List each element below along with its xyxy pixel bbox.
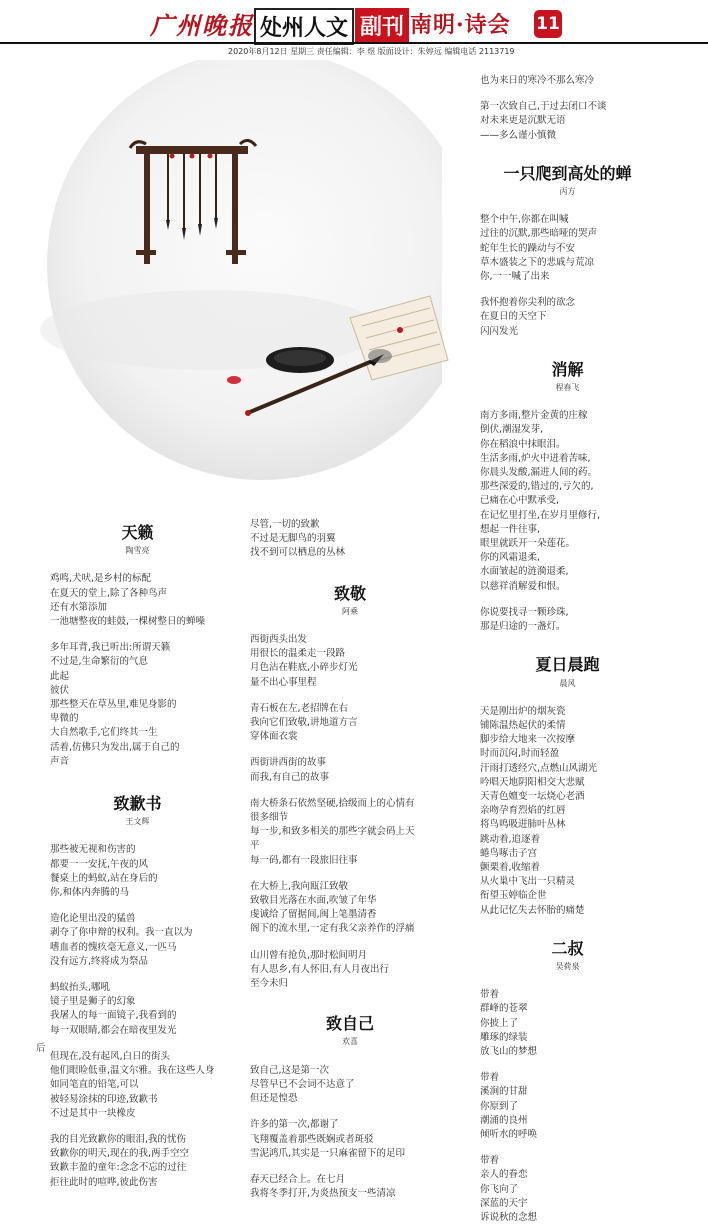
ink-stone [266,347,334,373]
stanza-break [50,900,225,912]
poem-line: 整个中午,你都在叫喊 [480,214,569,226]
poem-line: 群峰的苍翠 [480,1003,528,1015]
poem-line: 在夏天的堂上,除了各种鸟声 [50,587,168,599]
poem-line: 蛇年生长的躁动与不安 [480,242,576,254]
poem-line: 大自然歌手,它们终其一生 [50,727,158,739]
ink-painting-illustration [0,60,470,480]
poem-line: 深蓝的天宇 [480,1197,528,1209]
poem-body [480,705,655,918]
poem-line: 在大桥上,我向瓯江致敬 [250,880,349,892]
stanza-break [50,969,225,981]
poem-line: 带着 [480,1155,500,1167]
poem-line: 也为来日的寒冷不那么寒冷 [480,75,595,86]
poem-line: 西街讲西街的故事 [250,757,327,769]
poem-line: 卑微的 [50,713,79,725]
poem-line: 我屠人的每一面镜子,我看到的 [50,1010,177,1022]
poem-body [480,409,655,634]
column-name: 处州人文 [254,8,354,45]
poem-line: 带着 [480,1072,500,1084]
poem-body [250,1064,450,1202]
poem-title: 致自己 [325,1014,374,1034]
stanza-break [250,1106,450,1118]
poem-line: 溪涧的甘甜 [480,1086,528,1098]
stanza-break [480,594,655,606]
edition-info: 2020年8月12日 星期三 责任编辑：李 煜 版面设计：朱婷远 编辑电话 2113719 [228,47,515,56]
poem-line: 你披上了 [480,1017,519,1029]
poem-line: 被轻易涂抹的印迹,致歉书 [50,1093,158,1105]
margin-note: 后 [36,1043,46,1054]
poem-line: 鸡鸣,犬吠,是乡村的标配 [50,573,152,585]
poem-line: 潮涌的良州 [480,1114,528,1126]
poem-line: 我怀抱着你尖利的欲念 [480,297,576,309]
poem-author: 吴荷泉 [555,961,580,971]
poem-line: 飞翔覆盖着那些既娴或者斑驳 [250,1133,374,1145]
poem-line: 第一次致自己,于过去闭口不谈 [480,101,607,113]
poem-line: 跳动着,追逐着 [480,833,541,845]
poem-line: 天青色嬗变一坛烧心老酒 [480,790,585,802]
poem-line: 铺陈温热起伏的柔情 [480,719,566,731]
poem-line: 你说要找寻一颗珍珠, [480,606,569,618]
poem-body [250,633,450,991]
poem-line: 从此记忆失去怀胎的痛楚 [480,904,585,916]
poem-line: 脚步给大地来一次按摩 [480,734,576,746]
masthead [0,0,708,46]
poem-author: 欢喜 [342,1037,358,1047]
column-2 [250,518,450,1201]
poem-author: 程春飞 [555,383,580,393]
poem-line: 倾听水的呼唤 [480,1128,538,1140]
poem-line: 嗜血者的愧疚毫无意义,一匹马 [50,941,177,953]
newspaper-brand: 广州晚报 [150,11,254,40]
poem-line: 用很长的温柔走一段路 [250,648,346,660]
poem-line: 你晨头发酸,漏进人间的药。 [480,467,598,479]
stanza-break [250,744,450,756]
poem-line: 春天已经合上。在七月 [250,1173,346,1185]
stanza-break [250,937,450,949]
poem-author: 王文辉 [125,817,150,827]
column-3 [480,74,655,1225]
poem-author: 晨风 [559,678,576,688]
poem-line: 但现在,没有起风,白日的街头 [50,1050,171,1062]
poem-line: 他们眼睑低垂,温文尔雅。我在这些人身 [50,1065,215,1077]
poem-line: 如同笔直的铅笔,可以 [50,1079,139,1091]
poem-line: 致自己,这是第一次 [250,1064,330,1076]
column-1 [50,518,225,1190]
poem-line: 剥夺了你申辩的权利。我一直以为 [50,927,193,939]
poem-title: 致敬 [333,583,366,603]
poem-line: 许多的第一次,都谢了 [250,1119,339,1131]
poem-line: 阁下的流水里,一定有我父亲养作的浮痛 [250,923,415,935]
poem-line: 活着,仿佛只为发出,属于自己的 [50,741,180,753]
poem-line: 那是归途的一盏灯。 [480,621,566,633]
poem-line: 时而沉闷,时而轻盈 [480,748,560,760]
poem-body [480,988,655,1225]
poem-line: 造化论里出没的猛兽 [50,913,136,925]
poem-line: 从火巢中飞出一只精灵 [480,876,576,888]
petal [227,376,241,384]
poem-line: 西街西头出发 [250,634,308,646]
poem-title: 消解 [551,359,584,379]
poem-line: 我向它们致敬,讲地道方言 [250,717,358,729]
stanza-break [480,1059,655,1071]
poem-line: 闪闪发光 [480,325,519,337]
poem-line: 虔诚给了留据间,闽上笔墨清香 [250,909,377,921]
poem-line: 很多细节 [250,812,289,824]
poem-line: 尽管,一切的致歉 [250,519,320,530]
stanza-break [250,785,450,797]
poem-line: 餐桌上的蚂蚁,站在身后的 [50,872,158,884]
poem-line: 想起一件往事, [480,523,541,535]
supplement-tag: 副刊 [355,8,409,43]
poem-line: 每一码,都有一段旅旧往事 [250,854,358,866]
poem-line: 多年耳背,我已听出:所谓天籁 [50,642,171,654]
poem-line: 山川曾有抢负,那时松间明月 [250,949,368,961]
poem-line: 过往的沉默,那些暗哑的哭声 [480,228,598,240]
poem-line: 月色沾在鞋底,小碎步灯光 [250,662,358,674]
poem-line: 青石板在左,老招牌在右 [250,702,349,714]
poem-author: 丙方 [559,187,576,197]
poem-line: 那些被无视和伤害的 [50,844,136,856]
poem-line: 没有远方,终将成为祭品 [50,955,149,967]
page-number: 11 [534,10,562,38]
poem-line: 天是刚出炉的烟灰瓷 [480,705,566,717]
poem-line: 眼里就跃开一朵莲花。 [480,538,576,550]
poem-line: 在夏日的天空下 [480,311,547,323]
continued-lines [480,74,655,143]
poem-line: 而我,有自己的故事 [250,771,330,783]
poem-title: 天籁 [121,523,154,542]
poem-line: 吟唱天地阴阳相交大悲赋 [480,776,585,788]
poem-line: ——多么谨小慎微 [480,129,557,141]
stanza-break [480,88,655,100]
poem-line: 汗雨打透经穴,点燃山风湖光 [480,762,598,774]
poem-line: 你原到了 [480,1100,519,1112]
stanza-break [50,1038,225,1050]
poem-line: 带着 [480,989,500,1001]
poem-line: 倒伏,潮湿发芽, [480,424,544,436]
poem-line: 不过是无脚鸟的羽翼 [250,533,336,545]
poem-line: 那些整天在草丛里,难见身影的 [50,699,177,711]
poem-line: 你飞向了 [480,1183,519,1195]
poem-line: 颤栗着,收缩着 [480,861,541,873]
poem-line: 雕琢的绿装 [480,1031,528,1043]
poem-author: 阿乘 [342,606,358,616]
poem-line: 诉说秋的念想 [480,1212,538,1223]
poem-line: 生活多雨,炉火中迸着苦味, [480,452,591,464]
poem-line: 有人思乡,有人怀旧,有人月夜出行 [250,963,390,975]
poem-line: 水面皱起的涟漪退柔, [480,566,569,578]
poem-line: 放飞山的梦想 [480,1045,538,1057]
stanza-break [480,1142,655,1154]
poem-line: 将鸟鸣吸进肺叶丛林 [480,819,566,831]
poem-line: 亲人的眷恋 [480,1169,528,1181]
poem-line: 致敬目光落在水面,吹皱了年华 [250,895,377,907]
poem-line: 至今未归 [250,978,289,990]
poem-line: 但还是惶恐 [250,1093,298,1105]
masthead-rule [0,42,708,44]
poem-line: 亲吻孕育烈焰的红唇 [480,805,566,817]
poem-line: 不过是,生命繁衍的气息 [50,656,149,668]
poem-line: 南方多雨,整片金黄的庄稼 [480,410,588,422]
stanza-break [250,868,450,880]
poem-line: 尽管早已不会词不达意了 [250,1078,355,1090]
stanza-break [50,629,225,641]
stanza-break [50,1121,225,1133]
poem-line: 不过是其中一块橡皮 [50,1107,136,1119]
poem-line: 草木盛装之下的悲戚与荒凉 [480,256,595,268]
poem-line: 蜷鸟啄击子宫 [480,847,538,859]
poem-line: 那些深爱的,错过的,亏欠的, [480,481,594,493]
continued-lines [250,518,450,561]
poem-line: 量不出心事里程 [250,676,317,688]
poem-line: 南大桥条石依然坚硬,拾级而上的心情有 [250,797,415,809]
stanza-break [250,690,450,702]
section-title: 南明·诗会 [410,12,511,38]
poem-title: 一只爬到高处的蝉 [503,163,632,183]
poem-line: 每一步,和致多相关的那些字就会码上天 [250,826,415,838]
poem-line: 你在稻浪中抹眼泪。 [480,438,566,450]
stanza-break [250,1161,450,1173]
poem-body [50,843,225,1189]
poem-line: 此起 [50,670,70,682]
poem-body [50,572,225,769]
stanza-break [480,284,655,296]
poem-line: 你,一一喊了出来 [480,271,550,283]
poem-line: 蚂蚁抬头,哪吼 [50,982,111,994]
poem-body [480,213,655,339]
poem-line: 还有水第添加 [50,601,108,613]
poem-line: 对未来更是沉默无语 [480,115,566,127]
poem-line: 在记忆里打坐,在岁月里修行, [480,509,601,521]
poem-line: 我将冬季打开,为炎热预支一些清凉 [250,1188,396,1200]
poem-line: 都要一一安抚,午夜的风 [50,858,149,870]
poem-line: 致歉丰盈的童年:念念不忘的过往 [50,1162,187,1174]
poem-line: 你的风霜退柔, [480,552,541,564]
poem-title: 二叔 [551,938,584,958]
poem-line: 以慈祥消解爱和恨。 [480,580,566,592]
poem-line: 彼伏 [50,684,70,696]
poem-line: 我的目光致歉你的眼泪,我的忧伤 [50,1133,187,1145]
poem-author: 陶雪亮 [125,546,150,556]
poem-line: 致歉你的明天,现在的我,两手空空 [50,1148,190,1160]
poem-line: 声音 [50,755,70,767]
poem-line: 平 [250,840,260,852]
poems-list [480,143,655,1225]
poem-line: 镜子里是狮子的幻象 [50,996,136,1008]
poem-line: 衔望玉婷临企世 [480,890,547,902]
poem-line: 你,和体内奔腾的马 [50,887,130,899]
poem-title: 夏日晨跑 [535,655,600,675]
poem-line: 一池塘整夜的蛙鼓,一棵树整日的蝉噪 [50,616,206,628]
poem-title: 致歉书 [113,794,162,814]
poem-line: 拒往此时的喧哗,彼此伤害 [50,1176,158,1188]
poem-line: 雪泥鸿爪,其实是一只麻雀留下的足印 [250,1147,406,1159]
poem-line: 穿体面衣裳 [250,731,298,743]
poem-line: 已痛在心中默承受, [480,495,560,507]
poem-line: 找不到可以栖息的丛林 [250,547,346,559]
poem-line: 每一双眼睛,都会在暗夜里发光 [50,1024,177,1036]
